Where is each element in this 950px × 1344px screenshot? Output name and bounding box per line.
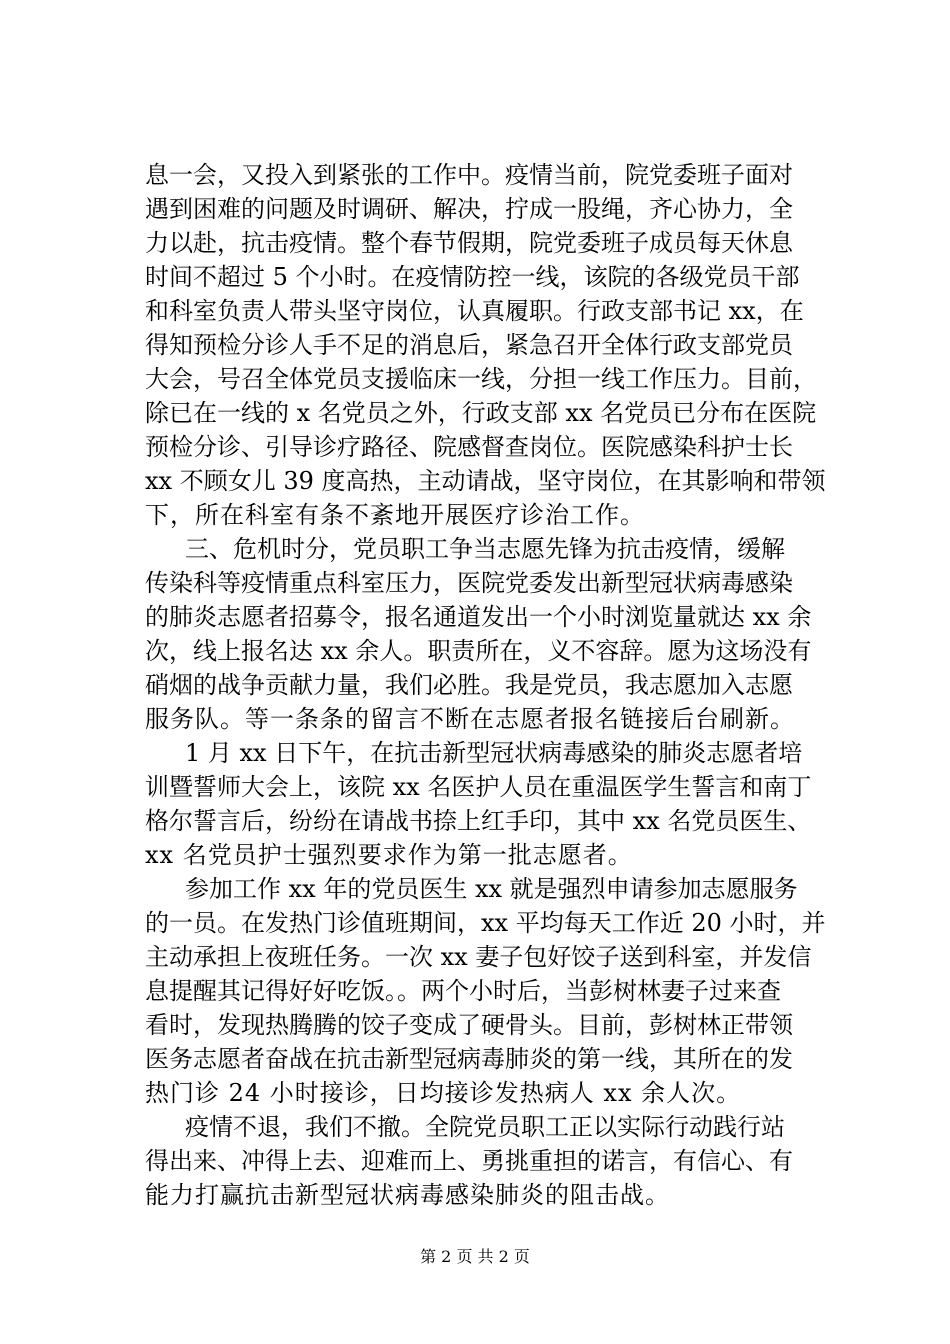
text-line: 参加工作 xx 年的党员医生 xx 就是强烈申请参加志愿服务 [185,875,798,903]
text-line: xx 不顾女儿 39 度高热，主动请战，坚守岗位，在其影响和带领 [145,467,826,495]
text-line: 力以赴，抗击疫情。整个春节假期，院党委班子成员每天休息 [145,229,793,257]
text-line: 医务志愿者奋战在抗击新型冠病毒肺炎的第一线，其所在的发 [145,1045,793,1073]
text-line: 的一员。在发热门诊值班期间，xx 平均每天工作近 20 小时，并 [145,909,826,937]
text-line: 服务队。等一条条的留言不断在志愿者报名链接后台刷新。 [145,705,795,733]
text-line: 除已在一线的 x 名党员之外，行政支部 xx 名党员已分布在医院 [145,399,817,427]
text-line: 时间不超过 5 个小时。在疫情防控一线，该院的各级党员干部 [145,263,800,291]
text-line: 训暨誓师大会上，该院 xx 名医护人员在重温医学生誓言和南丁 [145,773,812,801]
text-line: 和科室负责人带头坚守岗位，认真履职。行政支部书记 xx，在 [145,297,804,325]
text-line: 得出来、冲得上去、迎难而上、勇挑重担的诺言，有信心、有 [145,1147,793,1175]
text-line: 次，线上报名达 xx 余人。职责所在，义不容辞。愿为这场没有 [145,637,812,665]
text-line: 热门诊 24 小时接诊，日均接诊发热病人 xx 余人次。 [145,1079,742,1107]
page-footer: 第 2 页 共 2 页 [420,1247,530,1266]
text-line: 遇到困难的问题及时调研、解决，拧成一股绳，齐心协力，全 [145,195,793,223]
text-line: 息一会，又投入到紧张的工作中。疫情当前，院党委班子面对 [145,161,793,189]
text-line: 主动承担上夜班任务。一次 xx 妻子包好饺子送到科室，并发信 [145,943,812,971]
text-line: 疫情不退，我们不撤。全院党员职工正以实际行动践行站 [185,1113,785,1141]
text-line: 三、危机时分，党员职工争当志愿先锋为抗击疫情，缓解 [185,535,785,563]
text-line: 预检分诊、引导诊疗路径、院感督查岗位。医院感染科护士长 [145,433,793,461]
text-line: 能力打赢抗击新型冠状病毒感染肺炎的阻击战。 [145,1181,670,1209]
text-line: 得知预检分诊人手不足的消息后，紧急召开全体行政支部党员 [145,331,793,359]
document-body [145,158,831,1212]
text-line: 息提醒其记得好好吃饭。。两个小时后，当彭树林妻子过来查 [145,977,781,1005]
text-line: 格尔誓言后，纷纷在请战书捺上红手印，其中 xx 名党员医生、 [145,807,812,835]
text-line: 看时，发现热腾腾的饺子变成了硬骨头。目前，彭树林正带领 [145,1011,793,1039]
text-line: 下，所在科室有条不紊地开展医疗诊治工作。 [145,501,645,529]
text-line: 1 月 xx 日下午，在抗击新型冠状病毒感染的肺炎志愿者培 [185,739,803,767]
text-line: 传染科等疫情重点科室压力，医院党委发出新型冠状病毒感染 [145,569,793,597]
text-line: 硝烟的战争贡献力量，我们必胜。我是党员，我志愿加入志愿 [145,671,793,699]
text-line: 的肺炎志愿者招募令，报名通道发出一个小时浏览量就达 xx 余 [145,603,812,631]
text-line: xx 名党员护士强烈要求作为第一批志愿者。 [145,841,633,869]
text-line: 大会，号召全体党员支援临床一线，分担一线工作压力。目前， [145,365,817,393]
